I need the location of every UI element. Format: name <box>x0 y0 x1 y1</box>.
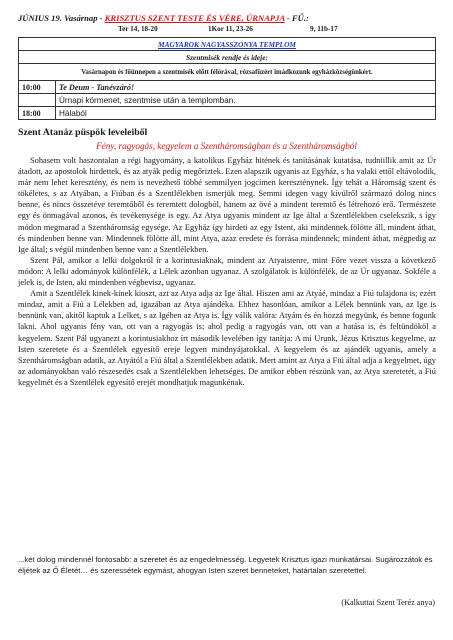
schedule-time <box>19 94 56 107</box>
mass-schedule-table <box>18 37 436 120</box>
schedule-subtitle: Szentmisék rendje és ideje: <box>19 51 436 64</box>
reading-1: Ter 14, 18-20 <box>118 25 158 33</box>
schedule-time: 18:00 <box>19 107 56 120</box>
schedule-row <box>19 107 436 120</box>
schedule-time: 10:00 <box>19 81 56 94</box>
article-paragraph: Szent Pál, amikor a lelki dolgokról ír a korintusiaknak, mindent az Atyaistenre, mint Főre vezet vissza a következő módon: A lelki adományok különfélék, a Lélek azonban ugyanaz. A szolgálatok is különfélék, de az Úr ugyanaz. Sokféle a jelek is, de Isten, aki mindenben végbevisz, ugyanaz. <box>18 255 436 288</box>
article-paragraph: Amit a Szentlélek kinek-kinek kioszt, azt az Atya adja az Ige által. Hiszen ami az Atyáé, mindaz a Fiú tulajdona is; ezért mindaz, amit a Fiú a Lélekben ad, igazában az Atya ajándéka. Ehhez hasonlóan, amikor a Lélek bennünk van, az Ige is bennünk van, akitől kaptuk a Lelket, s az Igében az Atya is. Így válik valóra: Atyám és én hozzá megyünk, és benne fogunk lakni. Ahol ugyanis fény van, ott van a ragyogás is; ahol pedig a ragyogás van, ott van a hatása is, és feltündököl a kegyelem. Szent Pál ugyanezt a korintusiakhoz írt második levelében így tanítja: A mi Urunk, Jézus Krisztus kegyelme, az Isten szeretete és a Szentlélek egyesítő ereje legyen mindnyájatokkal. A kegyelem és az ajándék ugyanis, amely a Szentháromságban adatik, az Atyától a Fiú által a Szentlélekben adatik. Mert amint az Atya a Fiú által adja a kegyelmet, úgy az adományokban való részesedés csak a Szentlélekben lehetséges. De amikor ebben részünk van, az Atya szeretetét, a Fiú kegyelmét és a Szentlélek egyesítő erejét mondhatjuk magunkénak. <box>18 289 436 387</box>
schedule-desc: Úrnapi körmenet, szentmise után a templomban. <box>56 94 436 107</box>
schedule-desc: Hálaból <box>56 107 436 120</box>
schedule-row <box>19 94 436 107</box>
header-date: JÚNIUS 19. Vasárnap - <box>18 13 103 23</box>
reading-3: 9, 11b-17 <box>310 25 338 33</box>
bulletin-header <box>18 13 438 23</box>
schedule-row <box>19 81 436 94</box>
header-suffix: - FŰ.: <box>286 13 309 23</box>
article-body <box>18 155 436 388</box>
article-subtitle: Fény, ragyogás, kegyelem a Szentháromságban és a Szentháromságból <box>96 141 357 151</box>
readings-line <box>18 25 438 35</box>
article-paragraph: Sohasem volt haszontalan a régi hagyomány, a katolikus Egyház hitének és tanításának kutatása, tudniillik amit az Úr átadott, az apostolok hirdettek, és az atyák pedig megőriztek. Ezen alapszik ugyanis az Egyház, s ha valaki ettől eltávolodik, már nem lehet keresztény, és nem is nevezhető többé semmilyen jogcímen kereszténynek. Így tehát a Háromság szent és tökéletes, s az Atyában, a Fiúban és a Szentlélekben ismerjük meg. Semmi idegen vagy kívülről származó dolog nincs benne, és nincs összetéve teremtőből és teremtett dologból, hanem az övé a mindent teremtő és létrehozó erő. Természete egy és önmagával azonos, és tevékenysége is egy. Az Atya ugyanis mindent az Ige által a Szentlélekben cselekszik, s így módon megmarad a Szentháromság egysége. Az Egyház így hirdeti az egy Istent, aki mindennek fölötte áll, mindent áthat, és mindenben benne van. Mindennek fölötte áll, mint Atya, azaz eredete és forrása mindennek; mindent áthat, mégpedig az Ige által; s végül mindenben benne van: a Szentlélekben. <box>18 156 436 254</box>
reading-2: 1Kor 11, 23-26 <box>208 25 253 33</box>
feast-title: KRISZTUS SZENT TESTE ÉS VÉRE, ÚRNAPJA <box>104 13 285 23</box>
rosary-note: Vasárnapon és főünnepen a szentmisék előtt félórával, rózsafüzért imádkozunk egyházközségünkért. <box>19 64 436 81</box>
quote-attribution: (Kalkuttai Szent Teréz anya) <box>341 598 435 607</box>
article-title: Szent Atanáz püspök leveleiből <box>18 127 148 138</box>
closing-quote: ...két dolog mindennél fontosabb: a szeretet és az engedelmesség. Legyetek Krisztus igazi munkatársai. Sugározzátok és éljétek az Ő Életét… és szeressétek egymást, ahogyan Isten szeret benneteket, határtalan szeretettel. <box>18 555 433 575</box>
schedule-desc: Te Deum - Tanévzáró! <box>56 81 436 94</box>
church-name: MAGYAROK NAGYASSZONYA TEMPLOM <box>19 38 436 51</box>
